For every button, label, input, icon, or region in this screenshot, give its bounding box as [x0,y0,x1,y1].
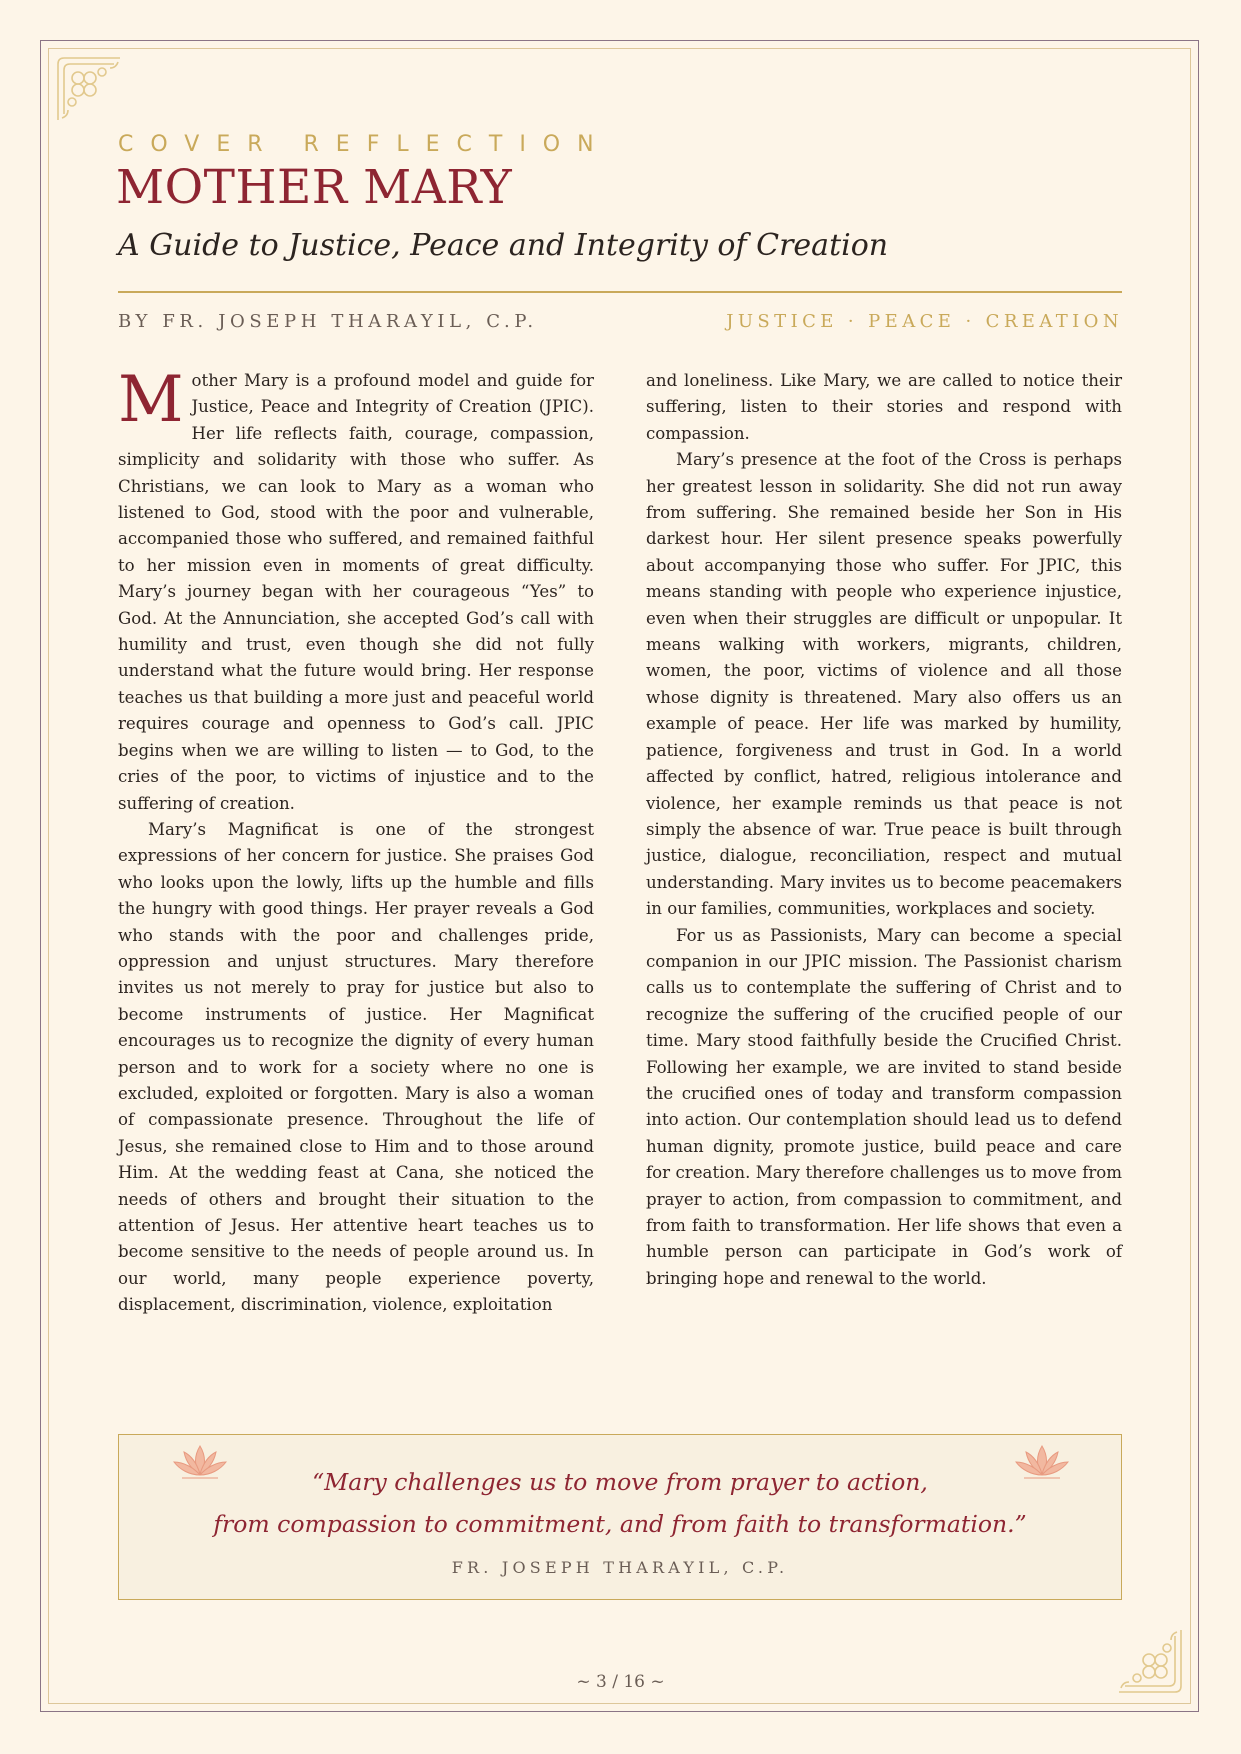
page-subtitle: A Guide to Justice, Peace and Integrity of Creation [118,228,889,263]
theme-tagline: JUSTICE · PEACE · CREATION [726,311,1123,332]
article-column-right [646,368,1122,1292]
article-paragraph: Mary’s presence at the foot of the Cross is perhaps her greatest lesson in solidarity. She did not run away from suffering. She remained beside her Son in His darkest hour. Her silent presence speaks powerfully about accompanying those who suffer. For JPIC, this means standing with people who experience injustice, even when their struggles are difficult or unpopular. It means walking with workers, migrants, children, women, the poor, victims of violence and all those whose dignity is threatened. Mary also offers us an example of peace. Her life was marked by humility, patience, forgiveness and trust in God. In a world affected by conflict, hatred, religious intolerance and violence, her example reminds us that peace is not simply the absence of war. True peace is built through justice, dialogue, reconciliation, respect and mutual understanding. Mary invites us to become peacemakers in our families, communities, workplaces and society. [646,450,1122,919]
article-paragraph [118,363,594,817]
article-column-left [118,363,594,1319]
paragraph-text: other Mary is a profound model and guide for Justice, Peace and Integrity of Creation (JPIC). Her life reflects faith, courage, compassion, simplicity and solidarity with those who suffer. As Christians, we can look to Mary as a woman who listened to God, stood with the poor and vulnerable, accompanied those who suffered, and remained faithful to her mission even in moments of great difficulty. Mary’s journey began with her courageous “Yes” to God. At the Annunciation, she accepted God’s call with humility and trust, even though she did not fully understand what the future would bring. Her response teaches us that building a more just and peaceful world requires courage and openness to God’s call. JPIC begins when we are willing to listen — to God, to the cries of the poor, to victims of injustice and to the suffering of creation. [118,371,594,813]
article-paragraph: and loneliness. Like Mary, we are called to notice their suffering, listen to their stories and respond with compassion. [646,371,1122,443]
article-paragraph: For us as Passionists, Mary can become a special companion in our JPIC mission. The Passionist charism calls us to contemplate the suffering of Christ and to recognize the suffering of the crucified people of our time. Mary stood faithfully beside the Crucified Christ. Following her example, we are invited to stand beside the crucified ones of today and transform compassion into action. Our contemplation should lead us to defend human dignity, promote justice, build peace and care for creation. Mary therefore challenges us to move from prayer to action, from compassion to commitment, and from faith to transformation. Her life shows that even a humble person can participate in God’s work of bringing hope and renewal to the world. [646,925,1122,1288]
article-paragraph: Mary’s Magnificat is one of the strongest expressions of her concern for justice. She praises God who looks upon the lowly, lifts up the humble and fills the hungry with good things. Her prayer reveals a God who stands with the poor and challenges pride, oppression and unjust structures. Mary therefore invites us not merely to pray for justice but also to become instruments of justice. Her Magnificat encourages us to recognize the dignity of every human person and to work for a society where no one is excluded, exploited or forgotten. Mary is also a woman of compassionate presence. Throughout the life of Jesus, she remained close to Him and to those around Him. At the wedding feast at Cana, she noticed the needs of others and brought their situation to the attention of Jesus. Her attentive heart teaches us to become sensitive to the needs of people around us. In our world, many people experience poverty, displacement, discrimination, violence, exploitation [118,819,594,1315]
pull-quote-line: from compassion to commitment, and from faith to transformation.” [213,1510,1027,1538]
page-title: MOTHER MARY [116,160,513,215]
corner-ornament-icon [54,54,124,124]
header-divider [118,291,1122,293]
pull-quote-line: “Mary challenges us to move from prayer to action, [312,1468,928,1496]
page-number: ~ 3 / 16 ~ [576,1672,665,1692]
section-kicker: COVER REFLECTION [118,132,611,157]
author-byline: BY FR. JOSEPH THARAYIL, C.P. [118,311,538,332]
pull-quote-attribution: FR. JOSEPH THARAYIL, C.P. [451,1558,789,1577]
drop-cap: M [118,363,184,437]
